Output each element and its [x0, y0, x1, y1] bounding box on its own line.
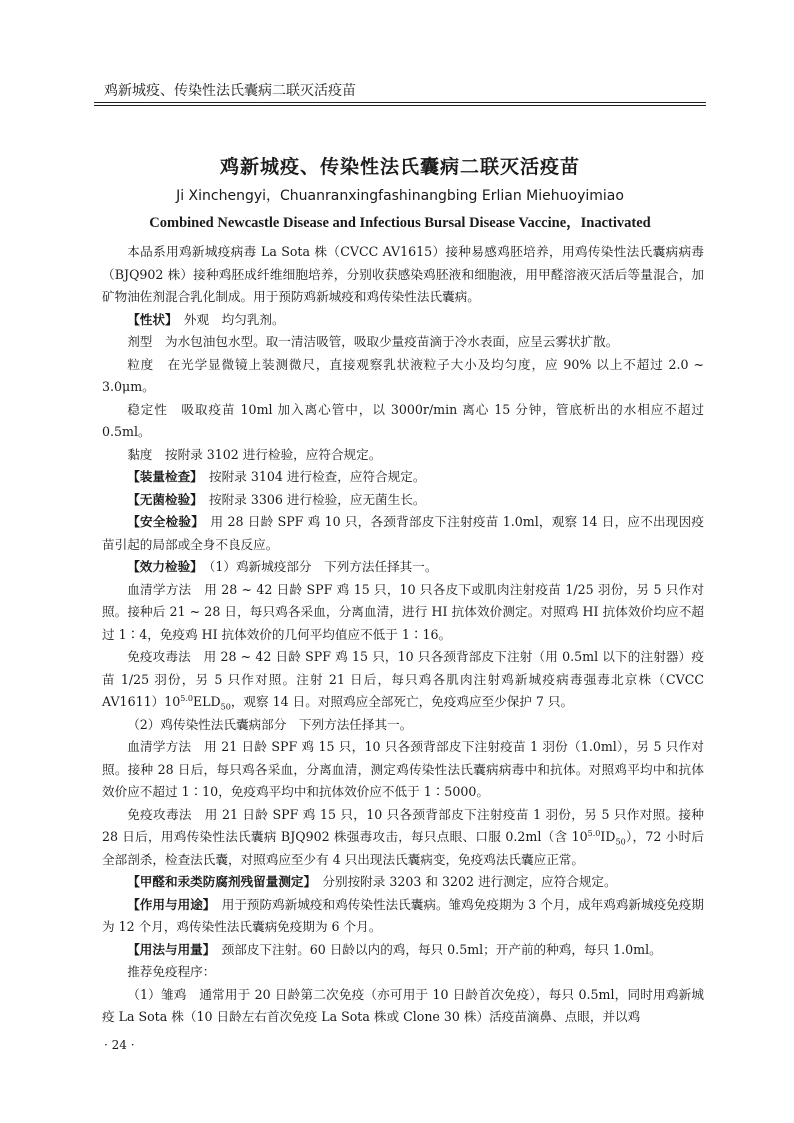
challenge2-text-c: ），72 小时后全部剖杀，检查法氏囊，对照鸡应至少有 4 只出现法氏囊病变，免疫鸡法氏囊应正常。 [102, 829, 704, 867]
traits-paragraph [102, 309, 704, 332]
section-heading: 【作用与用途】 [127, 896, 210, 912]
title-pinyin: Ji Xinchengyi，Chuanranxingfashinangbing Erlian Miehuoyimiao [176, 188, 624, 204]
residue-text: 分别按附录 3203 和 3202 进行测定，应符合规定。 [322, 874, 617, 889]
sterility-text: 按附录 3306 进行检验，应无菌生长。 [209, 491, 426, 507]
body-text [102, 241, 704, 1029]
dosage-paragraph [102, 939, 704, 962]
stability-paragraph: 稳定性 吸取疫苗 10ml 加入离心管中，以 3000r/min 离心 15 分钟，管底析出的水相应不超过 0.5ml。 [102, 401, 704, 439]
packaging-text: 按附录 3104 进行检查，应符合规定。 [209, 469, 426, 484]
section-heading: 【甲醛和汞类防腐剂残留量测定】 [127, 874, 310, 889]
part2-paragraph: （2）鸡传染性法氏囊病部分 下列方法任择其一。 [127, 716, 413, 732]
challenge1-text-b: ELD [192, 694, 221, 709]
title-english: Combined Newcastle Disease and Infectious Bursal Disease Vaccine，Inactivated [149, 215, 651, 231]
usage-paragraph [102, 894, 704, 939]
particle-paragraph: 粒度 在光学显微镜上装测微尺，直接观察乳状液粒子大小及均匀度，应 90% 以上不超过 2.0 ~ 3.0μm。 [102, 356, 704, 394]
page-number: · 24 · [104, 1038, 135, 1052]
sterility-paragraph [102, 489, 704, 512]
header-rule [94, 102, 706, 106]
safety-text: 用 28 日龄 SPF 鸡 10 只，各颈背部皮下注射疫苗 1.0ml，观察 14 日，应不出现因疫苗引起的局部或全身不良反应。 [102, 514, 704, 552]
challenge1-sup: 5.0 [180, 693, 193, 703]
potency-part1: （1）鸡新城疫部分 下列方法任择其一。 [209, 559, 438, 574]
section-heading: 【装量检查】 [127, 469, 197, 484]
packaging-paragraph [102, 466, 704, 489]
chick-paragraph: （1）雏鸡 通常用于 20 日龄第二次免疫（亦可用于 10 日龄首次免疫），每只 0.5ml，同时用鸡新城疫 La Sota 株（10 日龄左右首次免疫 La Sota 株或 Clone 30 株）活疫苗滴鼻、点眼，并以鸡 [102, 986, 704, 1024]
title-block [80, 152, 720, 232]
intro-paragraph: 本品系用鸡新城疫病毒 La Sota 株（CVCC AV1615）接种易感鸡胚培养，用鸡传染性法氏囊病病毒（BJQ902 株）接种鸡胚成纤维细胞培养，分别收获感染鸡胚液和细胞液，用甲醛溶液灭活后等量混合，加矿物油佐剂混合乳化制成。用于预防鸡新城疫和鸡传染性法氏囊病。 [102, 244, 704, 304]
challenge1-sub: 50 [220, 702, 231, 712]
challenge2-sup: 5.0 [587, 828, 601, 838]
section-heading: 【安全检验】 [127, 514, 198, 529]
dosage-form-paragraph: 剂型 为水包油包水型。取一清洁吸管，吸取少量疫苗滴于冷水表面，应呈云雾状扩散。 [127, 334, 619, 349]
serology2-paragraph: 血清学方法 用 21 日龄 SPF 鸡 15 只，10 只各颈背部皮下注射疫苗 1 羽份（1.0ml），另 5 只作对照。接种 28 日后，每只鸡各采血，分离血清，测定鸡传染性法氏囊病病毒中和抗体。对照鸡平均中和抗体效价应不超过 1∶10，免疫鸡平均中和抗体效价应不低于 1∶5000。 [102, 739, 704, 799]
challenge2-text-b: ID [600, 829, 616, 844]
title-chinese: 鸡新城疫、传染性法氏囊病二联灭活疫苗 [219, 156, 580, 178]
serology1-paragraph: 血清学方法 用 28 ~ 42 日龄 SPF 鸡 15 只，10 只各皮下或肌肉注射疫苗 1/25 羽份，另 5 只作对照。接种后 21 ~ 28 日，每只鸡各采血，分离血清，进行 HI 抗体效价测定。对照鸡 HI 抗体效价均应不超过 1∶4，免疫鸡 HI 抗体效价的几何平均值应不低于 1∶16。 [102, 581, 704, 642]
section-heading: 【性状】 [127, 311, 172, 327]
program-paragraph: 推荐免疫程序： [127, 964, 216, 979]
section-heading: 【效力检验】 [127, 559, 197, 574]
residue-paragraph [102, 871, 704, 894]
potency-paragraph [102, 556, 704, 579]
usage-text: 用于预防鸡新城疫和鸡传染性法氏囊病。雏鸡免疫期为 3 个月，成年鸡鸡新城疫免疫期为 12 个月，鸡传染性法氏囊病免疫期为 6 个月。 [102, 896, 705, 934]
dosage-text: 颈部皮下注射。60 日龄以内的鸡，每只 0.5ml；开产前的种鸡，每只 1.0ml。 [221, 941, 662, 957]
challenge2-text-a: 免疫攻毒法 用 21 日龄 SPF 鸡 15 只，10 只各颈背部皮下注射疫苗 1 羽份，另 5 只作对照。接种 28 日后，用鸡传染性法氏囊病 BJQ902 株强毒攻击，每只点眼、口服 0.2ml（含 10 [102, 806, 704, 844]
challenge2-paragraph [102, 804, 704, 872]
traits-text: 外观 均匀乳剂。 [183, 311, 285, 327]
running-header: 鸡新城疫、传染性法氏囊病二联灭活疫苗 [104, 83, 356, 99]
challenge1-text-c: ，观察 14 日。对照鸡应全部死亡，免疫鸡应至少保护 7 只。 [230, 694, 574, 709]
viscosity-paragraph: 黏度 按附录 3102 进行检验，应符合规定。 [127, 446, 382, 462]
challenge2-sub: 50 [615, 837, 626, 847]
challenge1-text-a: 免疫攻毒法 用 28 ~ 42 日龄 SPF 鸡 15 只，10 只各颈背部皮下注射（用 0.5ml 以下的注射器）疫苗 1/25 羽份，另 5 只作对照。注射 21 日后，每只鸡各肌肉注射鸡新城疫病毒强毒北京株（CVCC AV1611）10 [102, 649, 704, 709]
section-heading: 【无菌检验】 [127, 491, 197, 507]
safety-paragraph [102, 511, 704, 556]
section-heading: 【用法与用量】 [127, 941, 210, 957]
challenge1-paragraph [102, 646, 704, 714]
